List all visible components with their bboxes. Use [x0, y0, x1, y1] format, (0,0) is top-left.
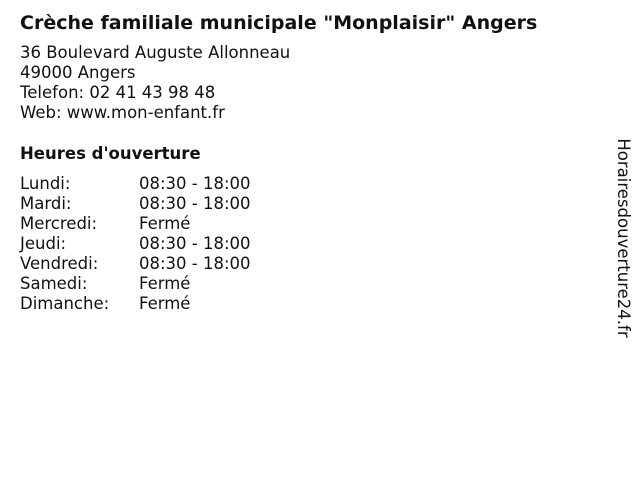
hours-value: 08:30 - 18:00 [139, 234, 251, 253]
opening-hours-table [20, 174, 251, 314]
day-label: Vendredi: [20, 254, 99, 273]
postal-city: 49000 Angers [20, 63, 136, 82]
day-label: Mercredi: [20, 214, 98, 233]
hours-value: 08:30 - 18:00 [139, 254, 251, 273]
day-label: Jeudi: [20, 234, 67, 253]
phone-number: Telefon: 02 41 43 98 48 [20, 83, 216, 102]
page-title: Crèche familiale municipale "Monplaisir" Angers [20, 12, 538, 34]
hours-value: 08:30 - 18:00 [139, 174, 251, 193]
hours-row-saturday [20, 274, 251, 294]
hours-value: Fermé [139, 294, 191, 313]
day-label: Samedi: [20, 274, 88, 293]
hours-value: Fermé [139, 214, 191, 233]
hours-row-sunday [20, 294, 251, 314]
hours-value: 08:30 - 18:00 [139, 194, 251, 213]
day-label: Lundi: [20, 174, 71, 193]
website: Web: www.mon-enfant.fr [20, 103, 225, 122]
hours-row-friday [20, 254, 251, 274]
day-label: Dimanche: [20, 294, 110, 313]
opening-hours-heading: Heures d'ouverture [20, 144, 201, 163]
site-watermark: Horairesdouverture24.fr [614, 138, 633, 338]
hours-row-tuesday [20, 194, 251, 214]
hours-row-monday [20, 174, 251, 194]
address-block [20, 43, 290, 123]
hours-row-wednesday [20, 214, 251, 234]
hours-row-thursday [20, 234, 251, 254]
street-address: 36 Boulevard Auguste Allonneau [20, 43, 291, 62]
day-label: Mardi: [20, 194, 72, 213]
hours-value: Fermé [139, 274, 191, 293]
